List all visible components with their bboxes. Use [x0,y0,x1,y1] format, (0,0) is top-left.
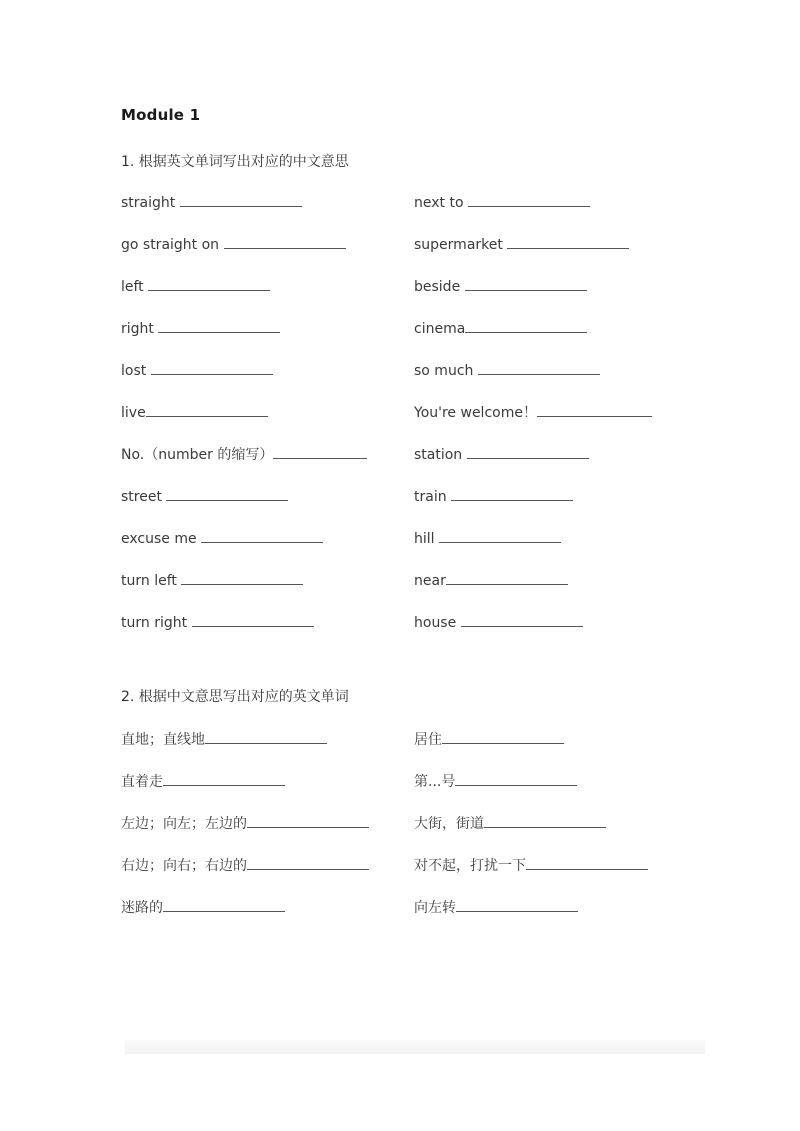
answer-blank[interactable] [192,612,314,627]
answer-blank[interactable] [163,771,285,786]
exercise-row [121,234,701,256]
word-label: 直地；直线地 [121,732,205,748]
exercise-item [121,528,323,547]
word-label: beside [414,279,465,295]
exercise-item [414,234,629,253]
word-label: house [414,615,461,631]
exercise-item [414,444,589,463]
word-label: hill [414,531,439,547]
section2-heading: 2. 根据中文意思写出对应的英文单词 [121,689,349,705]
answer-blank[interactable] [205,729,327,744]
word-label: 右边；向右；右边的 [121,858,247,874]
answer-blank[interactable] [442,729,564,744]
answer-blank[interactable] [465,276,587,291]
exercise-row [121,570,701,592]
exercise-item [121,813,369,833]
exercise-row [121,528,701,550]
exercise-row [121,897,701,919]
exercise-item [414,192,590,211]
answer-blank[interactable] [148,276,270,291]
word-label: right [121,321,159,337]
word-label: You're welcome！ [414,405,537,421]
word-label: No.（number 的缩写） [121,447,274,463]
word-label: 对不起，打扰一下 [414,858,526,874]
exercise-row [121,402,701,424]
exercise-item [414,486,573,505]
answer-blank[interactable] [146,402,268,417]
answer-blank[interactable] [484,813,606,828]
exercise-item [121,444,367,464]
page-footer-shade [125,1040,705,1054]
exercise-row [121,486,701,508]
answer-blank[interactable] [461,612,583,627]
exercise-row [121,360,701,382]
answer-blank[interactable] [163,897,285,912]
word-label: turn left [121,573,182,589]
exercise-item [121,234,346,253]
answer-blank[interactable] [166,486,288,501]
exercise-row [121,729,701,751]
exercise-item [414,570,568,589]
word-label: excuse me [121,531,202,547]
exercise-item [121,318,280,337]
answer-blank[interactable] [201,528,323,543]
word-label: 左边；向左；左边的 [121,816,247,832]
word-label: left [121,279,149,295]
answer-blank[interactable] [151,360,273,375]
word-label: next to [414,195,468,211]
exercise-item [414,813,606,833]
exercise-item [414,276,587,295]
answer-blank[interactable] [468,192,590,207]
word-label: turn right [121,615,192,631]
answer-blank[interactable] [446,570,568,585]
exercise-item [121,855,369,875]
exercise-item [414,729,564,749]
exercise-row [121,855,701,877]
word-label: so much [414,363,478,379]
exercise-item [121,486,288,505]
exercise-item [121,897,285,917]
answer-blank[interactable] [180,192,302,207]
answer-blank[interactable] [273,444,367,459]
exercise-item [121,612,314,631]
answer-blank[interactable] [224,234,346,249]
exercise-row [121,612,701,634]
answer-blank[interactable] [478,360,600,375]
page-title: Module 1 [121,106,201,124]
exercise-item [414,528,561,547]
word-label: 第...号 [414,774,456,790]
exercise-item [121,771,285,791]
answer-blank[interactable] [158,318,280,333]
exercise-item [414,360,600,379]
answer-blank[interactable] [247,813,369,828]
exercise-row [121,771,701,793]
exercise-item [121,729,327,749]
exercise-item [121,360,273,379]
exercise-item [414,855,648,875]
section1-heading: 1. 根据英文单词写出对应的中文意思 [121,154,349,170]
word-label: lost [121,363,151,379]
answer-blank[interactable] [526,855,648,870]
answer-blank[interactable] [465,318,587,333]
exercise-item [414,771,577,791]
exercise-row [121,813,701,835]
exercise-row [121,318,701,340]
exercise-item [414,318,587,337]
word-label: live [121,405,146,421]
word-label: 大街，街道 [414,816,484,832]
word-label: cinema [414,321,466,337]
word-label: near [414,573,446,589]
answer-blank[interactable] [439,528,561,543]
word-label: 迷路的 [121,900,163,916]
answer-blank[interactable] [537,402,652,417]
exercise-item [121,570,303,589]
exercise-item [414,402,652,422]
exercise-row [121,276,701,298]
word-label: 直着走 [121,774,163,790]
answer-blank[interactable] [455,771,577,786]
exercise-item [121,192,302,211]
word-label: straight [121,195,180,211]
word-label: 居住 [414,732,442,748]
word-label: street [121,489,167,505]
exercise-item [121,276,270,295]
answer-blank[interactable] [456,897,578,912]
exercise-row [121,444,701,466]
answer-blank[interactable] [247,855,369,870]
word-label: 向左转 [414,900,456,916]
exercise-item [414,612,583,631]
word-label: train [414,489,452,505]
exercise-item [414,897,578,917]
word-label: supermarket [414,237,508,253]
exercise-row [121,192,701,214]
answer-blank[interactable] [451,486,573,501]
word-label: go straight on [121,237,224,253]
exercise-item [121,402,268,421]
answer-blank[interactable] [181,570,303,585]
answer-blank[interactable] [507,234,629,249]
answer-blank[interactable] [467,444,589,459]
word-label: station [414,447,467,463]
